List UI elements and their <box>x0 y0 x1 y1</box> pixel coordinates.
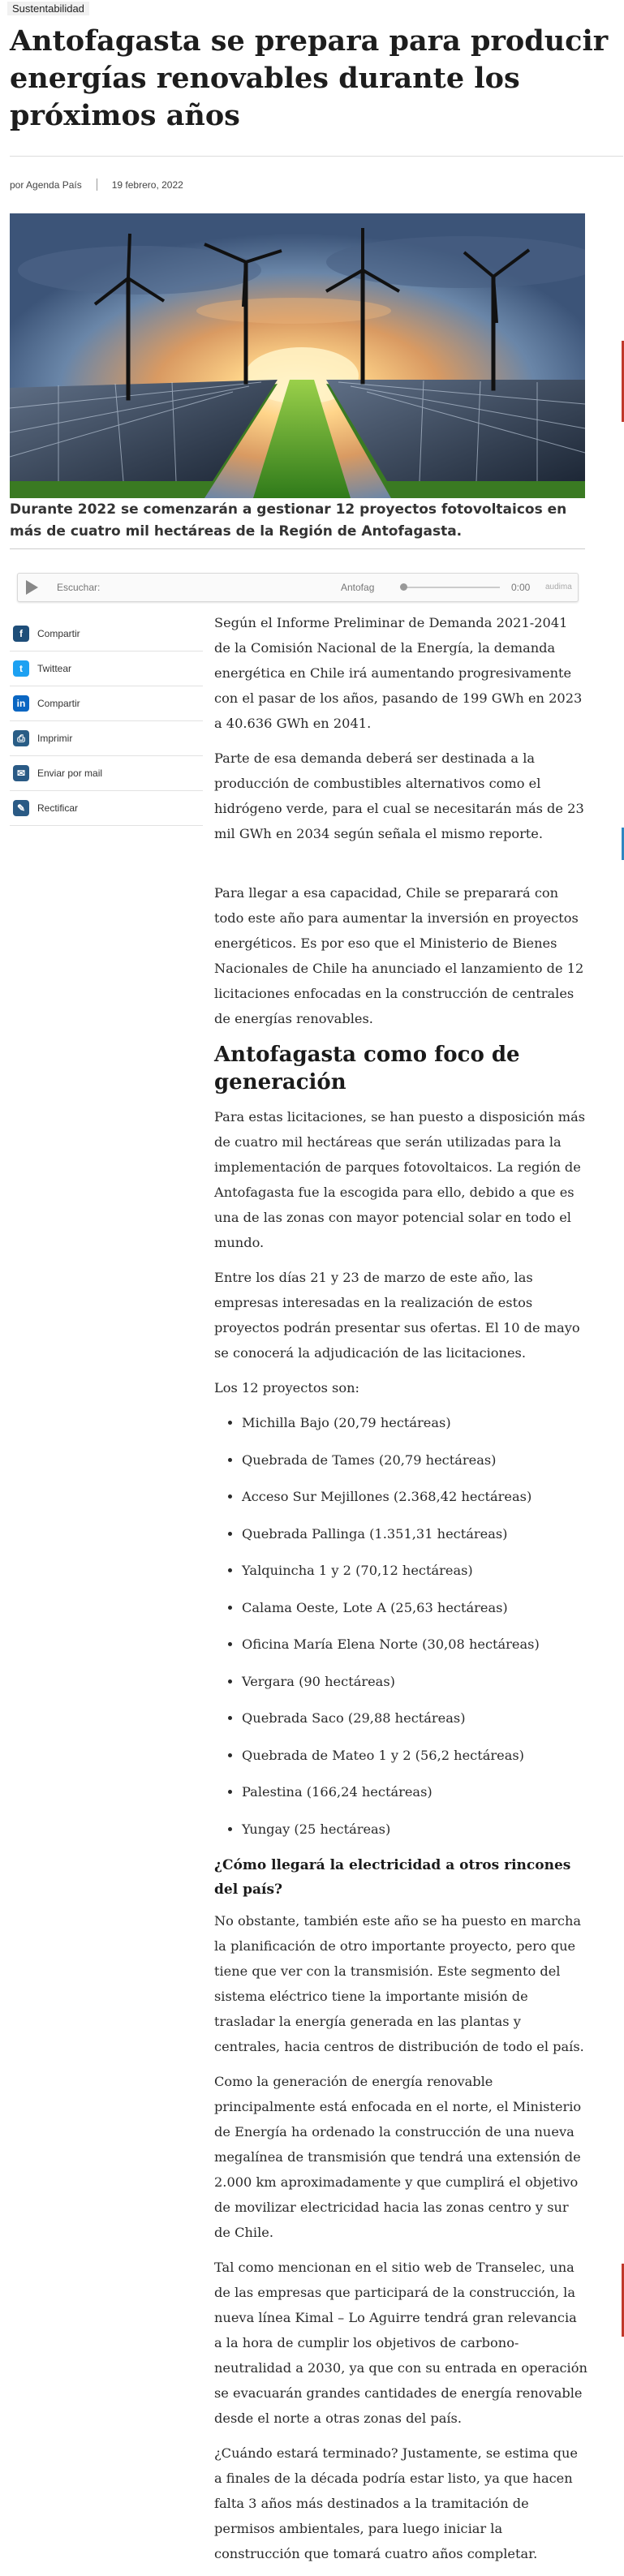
print-button[interactable] <box>10 721 203 756</box>
paragraph: Para llegar a esa capacidad, Chile se preparará con todo este año para aumentar la inversión en proyectos energéticos. Es por eso que el Ministerio de Bienes Nacionales de Chile ha anunciado el lanzamiento de 12 licitaciones enfocadas en la construcción de centrales de energías renovables. <box>214 885 584 1026</box>
list-item: • Oficina María Elena Norte (30,08 hectáreas) <box>242 1632 587 1657</box>
hero-image <box>10 213 585 498</box>
paragraph: No obstante, también este año se ha puesto en marcha la planificación de otro importante proyecto, pero que tiene que ver con la transmisión. Este segmento del sistema eléctrico tiene la importante misión de trasladar la energía generada en las plantas y centrales, hacia centros de distribución de todo el país. <box>214 1913 584 2054</box>
share-sidebar <box>10 617 203 826</box>
share-label: Rectificar <box>37 802 79 814</box>
rectify-button[interactable] <box>10 791 203 826</box>
paragraph: Los 12 proyectos son: <box>214 1380 359 1396</box>
audio-player <box>17 573 579 602</box>
list-item: • Calama Oeste, Lote A (25,63 hectáreas) <box>242 1595 587 1620</box>
share-label: Enviar por mail <box>37 768 103 779</box>
list-item: • Michilla Bajo (20,79 hectáreas) <box>242 1410 587 1435</box>
list-item: • Quebrada Saco (29,88 hectáreas) <box>242 1705 587 1731</box>
divider <box>10 156 623 157</box>
audio-listen-label: Escuchar: <box>57 582 101 593</box>
list-item: • Yungay (25 hectáreas) <box>242 1817 587 1842</box>
list-item: • Quebrada Pallinga (1.351,31 hectáreas) <box>242 1521 587 1546</box>
share-label: Imprimir <box>37 733 73 744</box>
image-caption: Durante 2022 se comenzarán a gestionar 12 proyectos fotovoltaicos en más de cuatro mil hectáreas de la Región de Antofagasta. <box>10 501 567 540</box>
paragraph: Entre los días 21 y 23 de marzo de este año, las empresas interesadas en la realización de estos proyectos podrán presentar sus ofertas. El 10 de mayo se conocerá la adjudicación de las licitaciones. <box>214 1270 580 1361</box>
paragraph: Parte de esa demanda deberá ser destinada a la producción de combustibles alternativos como el hidrógeno verde, para el cual se necesitarán más de 23 mil GWh en 2034 según señala el mismo reporte. <box>214 750 584 841</box>
audio-progress-handle[interactable] <box>400 583 407 591</box>
article-body <box>214 610 587 2576</box>
share-twitter-button[interactable] <box>10 652 203 686</box>
list-item: • Vergara (90 hectáreas) <box>242 1669 587 1694</box>
share-label: Compartir <box>37 698 80 709</box>
linkedin-icon: in <box>13 695 29 712</box>
twitter-icon: t <box>13 660 29 677</box>
list-item: • Quebrada de Mateo 1 y 2 (56,2 hectáreas) <box>242 1743 587 1768</box>
share-linkedin-button[interactable] <box>10 686 203 721</box>
section-heading: Antofagasta como foco de generación <box>214 1043 520 1094</box>
paragraph: Para estas licitaciones, se han puesto a disposición más de cuatro mil hectáreas que serán utilizadas para la implementación de parques fotovoltaicos. La región de Antofagasta fue la escogida para ello, debido a que es una de las zonas con mayor potencial solar en todo el mundo. <box>214 1109 586 1250</box>
spacer <box>214 856 587 880</box>
category-label[interactable]: Sustentabilidad <box>7 2 89 15</box>
paragraph: Como la generación de energía renovable principalmente está enfocada en el norte, el Ministerio de Energía ha ordenado la construcción de una nueva megalínea de transmisión que tendrá una extensión de 2.000 km aproximadamente y que cumplirá el objetivo de movilizar electricidad hacia las zonas centro y sur de Chile. <box>214 2074 582 2240</box>
author[interactable]: por Agenda País <box>10 178 82 191</box>
facebook-icon: f <box>13 626 29 642</box>
audio-track-title: Antofag <box>341 582 375 593</box>
paragraph: ¿Cuándo estará terminado? Justamente, se estima que a finales de la década podría estar listo, ya que hacen falta 3 años más destinados a la tramitación de permisos ambientales, para luego iniciar la construcción que tomará cuatro años completar. <box>214 2445 578 2561</box>
list-item: • Palestina (166,24 hectáreas) <box>242 1779 587 1804</box>
list-item: • Yalquincha 1 y 2 (70,12 hectáreas) <box>242 1558 587 1583</box>
audio-brand[interactable]: audima <box>545 583 572 591</box>
article-title: Antofagasta se prepara para producir energías renovables durante los próximos años <box>10 24 609 132</box>
share-label: Twittear <box>37 663 72 674</box>
projects-list <box>214 1410 587 1842</box>
paragraph: Tal como mencionan en el sitio web de Transelec, una de las empresas que participará de la construcción, la nueva línea Kimal – Lo Aguirre tendrá gran relevancia a la hora de cumplir los objetivos de carbono-neutralidad a 2030, ya que con su entrada en operación se evacuarán grandes cantidades de energía renovable desde el norte a otras zonas del país. <box>214 2260 587 2426</box>
play-icon[interactable] <box>26 580 38 595</box>
list-item: • Quebrada de Tames (20,79 hectáreas) <box>242 1447 587 1473</box>
edit-icon: ✎ <box>13 800 29 816</box>
share-facebook-button[interactable] <box>10 617 203 652</box>
paragraph: Según el Informe Preliminar de Demanda 2021-2041 de la Comisión Nacional de la Energía, la demanda energética en Chile irá aumentando progresivamente con el pasar de los años, pasando de 199 GWh en 2023 a 40.636 GWh en 2041. <box>214 615 583 731</box>
publish-date: 19 febrero, 2022 <box>111 178 183 191</box>
print-icon: ⎙ <box>13 730 29 746</box>
audio-progress-bar[interactable] <box>402 587 500 588</box>
subheading: ¿Cómo llegará la electricidad a otros rincones del país? <box>214 1857 571 1898</box>
email-button[interactable] <box>10 756 203 791</box>
list-item: • Acceso Sur Mejillones (2.368,42 hectáreas) <box>242 1484 587 1509</box>
byline <box>10 178 183 191</box>
mail-icon: ✉ <box>13 765 29 781</box>
share-label: Compartir <box>37 628 80 639</box>
audio-time: 0:00 <box>511 582 531 593</box>
divider <box>10 548 585 549</box>
